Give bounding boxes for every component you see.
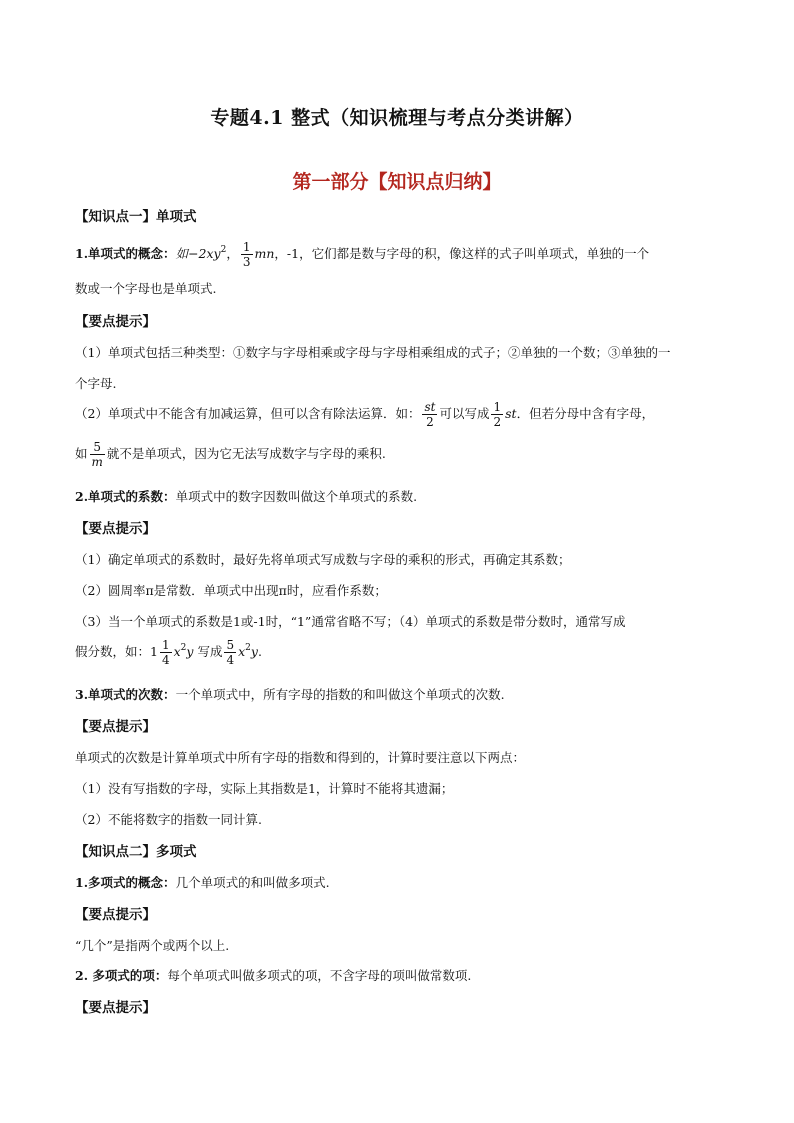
definition-coefficient [75, 487, 417, 505]
denominator: m [91, 455, 103, 469]
math-variable: st [505, 406, 517, 421]
fraction [241, 240, 253, 269]
denominator: 4 [226, 653, 235, 667]
definition-label: 3.单项式的次数： [75, 687, 176, 702]
comma: ， [226, 246, 239, 261]
knowledge-point-1-heading: 【知识点一】单项式 [75, 209, 197, 225]
part-heading: 第一部分【知识点归纳】 [292, 171, 502, 193]
fraction [160, 638, 172, 667]
definition-text: 每个单项式叫做多项式的项，不含字母的项叫做常数项. [167, 968, 472, 983]
definition-text: 几个单项式的和叫做多项式. [175, 875, 330, 890]
denominator: 2 [426, 415, 434, 429]
denominator: 3 [242, 255, 251, 269]
definition-text: 单项式中的数字因数叫做这个单项式的系数. [175, 489, 418, 504]
math-variable: mn [254, 246, 275, 261]
math-variable: x [238, 644, 246, 659]
fraction [224, 638, 236, 667]
definition-label: 2. 多项式的项： [75, 968, 168, 983]
tip-text: （2）单项式中不能含有加减运算，但可以含有除法运算．如： [75, 406, 421, 421]
numerator: 5 [226, 638, 235, 652]
definition-text: ，-1，它们都是数与字母的积，像这样的式子叫单项式，单独的一个 [274, 246, 650, 261]
tip-text-mixed-number [75, 638, 262, 667]
tip-text: “几个”是指两个或两个以上. [75, 938, 230, 953]
tip-text: （1）单项式包括三种类型：①数字与字母相乘或字母与字母相乘组成的式子；②单独的一个数；③单独的一 [75, 345, 671, 360]
tip-text: 单项式的次数是计算单项式中所有字母的指数和得到的，计算时要注意以下两点： [75, 750, 526, 765]
denominator: 2 [493, 415, 502, 429]
math-variable: y [186, 644, 194, 659]
exponent: 2 [220, 245, 227, 255]
tip-text: 个字母. [75, 376, 117, 391]
tip-text: （1）没有写指数的字母，实际上其指数是1，计算时不能将其遗漏； [75, 781, 454, 796]
definition-text: 一个单项式中，所有字母的指数的和叫做这个单项式的次数. [175, 687, 505, 702]
fraction [491, 400, 503, 429]
exponent: 2 [245, 643, 251, 653]
tip-heading: 【要点提示】 [75, 314, 156, 330]
math-variable: x [173, 644, 181, 659]
fraction [422, 400, 437, 429]
fraction [90, 440, 105, 469]
definition-continuation: 数或一个字母也是单项式. [75, 281, 217, 296]
definition-label: 1.多项式的概念： [75, 875, 176, 890]
definition-polynomial-term [75, 966, 471, 984]
tip-text: （2）圆周率π是常数．单项式中出现π时，应看作系数； [75, 583, 387, 598]
math-variable: y [250, 644, 258, 659]
numerator: 5 [90, 440, 105, 455]
numerator: st [424, 400, 436, 414]
tip-text: （2）不能将数字的指数一同计算. [75, 812, 262, 827]
exponent: 2 [180, 643, 187, 653]
tip-text: （3）当一个单项式的系数是1或-1时，“1”通常省略不写；（4）单项式的系数是带分数时，通常写成 [75, 614, 626, 629]
tip-text: 假分数，如： [75, 644, 151, 659]
period: . [257, 644, 262, 659]
math-expression: 如−2xy [175, 246, 221, 261]
tip-text-fraction [75, 440, 386, 469]
definition-degree [75, 685, 505, 703]
tip-text: 如 [75, 446, 88, 461]
whole-number: 1 [150, 644, 158, 659]
tip-text: 可以写成 [439, 406, 490, 421]
tip-text: ．但若分母中含有字母， [516, 406, 655, 421]
tip-heading: 【要点提示】 [75, 1000, 156, 1016]
tip-text: 就不是单项式，因为它无法写成数字与字母的乘积. [106, 446, 386, 461]
tip-text-fraction [75, 400, 654, 429]
page-title: 专题4.1 整式（知识梳理与考点分类讲解） [210, 107, 584, 129]
denominator: 4 [161, 653, 170, 667]
numerator: 1 [493, 400, 502, 414]
tip-heading: 【要点提示】 [75, 521, 156, 537]
definition-label: 2.单项式的系数： [75, 489, 176, 504]
definition-monomial [75, 240, 649, 269]
numerator: 1 [242, 240, 251, 254]
tip-heading: 【要点提示】 [75, 719, 156, 735]
tip-text: 写成 [197, 644, 223, 659]
knowledge-point-2-heading: 【知识点二】多项式 [75, 844, 197, 860]
tip-heading: 【要点提示】 [75, 907, 156, 923]
definition-label: 1.单项式的概念： [75, 246, 176, 261]
numerator: 1 [161, 638, 170, 652]
tip-text: （1）确定单项式的系数时，最好先将单项式写成数与字母的乘积的形式，再确定其系数； [75, 552, 571, 567]
definition-polynomial [75, 873, 330, 891]
